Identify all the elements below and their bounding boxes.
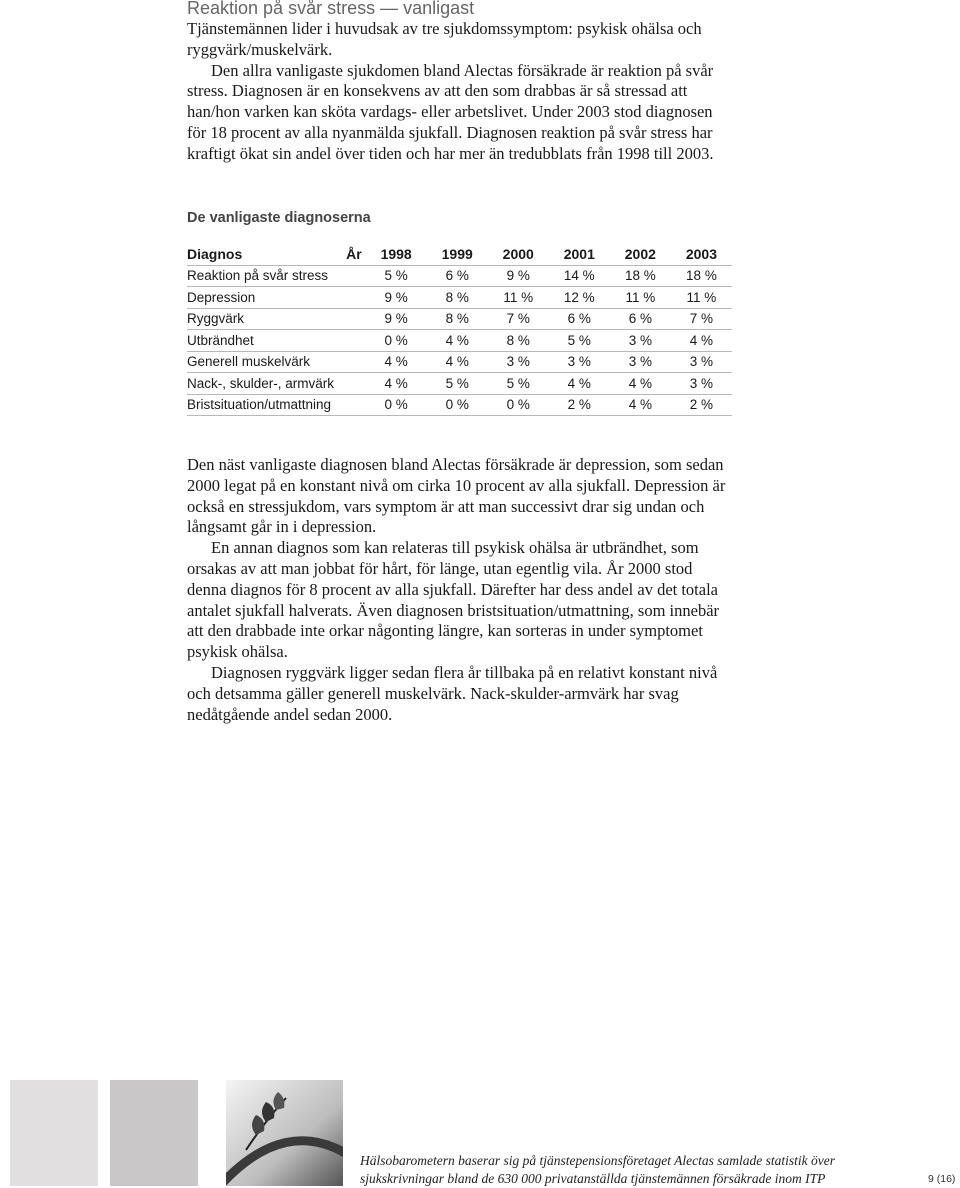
table-row [187,351,732,373]
table-cell: 14 % [549,265,610,287]
table-cell: 6 % [549,308,610,330]
table-cell: 4 % [366,351,427,373]
column-header: 2002 [610,244,671,265]
column-header: 1998 [366,244,427,265]
footer-note: Hälsobarometern baserar sig på tjänstepensionsföretaget Alectas samlade statistik över sjukskrivningar bland de 630 000 privatanställda tjänstemännen försäkrade inom ITP [360,1153,835,1186]
table-cell: 3 % [671,351,732,373]
spacer-cell [334,265,366,287]
page-number: 9 (16) [928,1173,956,1185]
table-cell: 8 % [427,308,488,330]
table-cell: 8 % [427,287,488,309]
table-row [187,373,732,395]
table-cell: 4 % [610,394,671,416]
table-cell: 18 % [610,265,671,287]
body-text [187,455,732,725]
table-cell: 6 % [427,265,488,287]
spacer-cell [334,308,366,330]
table-row [187,265,732,287]
table-row [187,287,732,309]
table-cell: 7 % [488,308,549,330]
body-paragraph: En annan diagnos som kan relateras till psykisk ohälsa är utbrändhet, som orsakas av att man jobbat för hårt, för länge, utan egentlig vila. År 2000 stod denna diagnos för 8 procent av alla sjukfall. Därefter har dess andel av det totala antalet sjukfall halverats. Även diagnosen bristsituation/utmattning, som innebär att den drabbade inte orkar någonting längre, kan sorteras in under symptomet psykisk ohälsa. [187,538,720,662]
table-cell: 3 % [610,330,671,352]
table-row [187,308,732,330]
table-row [187,330,732,352]
table-cell: 5 % [549,330,610,352]
intro-paragraph: Den allra vanligaste sjukdomen bland Alectas försäkrade är reaktion på svår stress. Diagnosen är en konsekvens av att den som drabbas är så stressad att han/hon varken kan sköta vardags- eller arbetslivet. Under 2003 stod diagnosen för 18 procent av alla nyanmälda sjukfall. Diagnosen reaktion på svår stress har kraftigt ökat sin andel över tiden och har mer än tredubblats från 1998 till 2003. [187,60,714,163]
spacer-cell [334,394,366,416]
table-cell: 5 % [427,373,488,395]
table-cell: 18 % [671,265,732,287]
table-cell: 9 % [488,265,549,287]
spacer-cell [334,287,366,309]
diagnosis-table [187,244,732,416]
table-cell: 0 % [366,330,427,352]
table-cell: 4 % [427,351,488,373]
table-cell: 3 % [671,373,732,395]
table-cell: 0 % [366,394,427,416]
intro-text [187,19,732,165]
spacer-cell [334,330,366,352]
table-row [187,394,732,416]
body-paragraph: Diagnosen ryggvärk ligger sedan flera år tillbaka på en relativt konstant nivå och detsamma gäller generell muskelvärk. Nack-skulder-armvärk har svag nedåtgående andel sedan 2000. [187,662,718,724]
table-cell: 6 % [610,308,671,330]
column-header: År [334,244,366,265]
table-cell: 0 % [427,394,488,416]
table-cell: 12 % [549,287,610,309]
body-paragraph: Den näst vanligaste diagnosen bland Alectas försäkrade är depression, som sedan 2000 legat på en konstant nivå om cirka 10 procent av alla sjukfall. Depression är också en stressjukdom, vars symptom är att man successivt drar sig undan och långsamt går in i depression. [187,455,726,537]
spacer-cell [334,351,366,373]
table-cell: 2 % [671,394,732,416]
table-cell: 7 % [671,308,732,330]
diagnosis-name: Generell muskelvärk [187,351,334,373]
column-header: 1999 [427,244,488,265]
table-cell: 0 % [488,394,549,416]
table-cell: 4 % [610,373,671,395]
table-title: De vanligaste diagnoserna [187,210,371,226]
column-header: Diagnos [187,244,334,265]
diagnosis-name: Utbrändhet [187,330,334,352]
table-cell: 9 % [366,308,427,330]
column-header: 2001 [549,244,610,265]
table-cell: 8 % [488,330,549,352]
decorative-square [10,1080,98,1186]
table-cell: 5 % [488,373,549,395]
table-header-row [187,244,732,265]
diagnosis-name: Bristsituation/utmattning [187,394,334,416]
table-cell: 4 % [671,330,732,352]
spacer-cell [334,373,366,395]
table-cell: 11 % [610,287,671,309]
leaf-photo [226,1080,343,1186]
intro-paragraph: Tjänstemännen lider i huvudsak av tre sjukdomssymptom: psykisk ohälsa och ryggvärk/muskelvärk. [187,19,702,59]
section-heading: Reaktion på svår stress — vanligast [187,0,475,18]
table-cell: 4 % [366,373,427,395]
diagnosis-name: Ryggvärk [187,308,334,330]
diagnosis-name: Nack-, skulder-, armvärk [187,373,334,395]
diagnosis-name: Depression [187,287,334,309]
diagnosis-name: Reaktion på svår stress [187,265,334,287]
table-cell: 3 % [610,351,671,373]
column-header: 2000 [488,244,549,265]
table-cell: 11 % [671,287,732,309]
column-header: 2003 [671,244,732,265]
table-cell: 3 % [549,351,610,373]
table-cell: 4 % [549,373,610,395]
table-cell: 2 % [549,394,610,416]
table-cell: 11 % [488,287,549,309]
decorative-square [110,1080,198,1186]
table-cell: 4 % [427,330,488,352]
table-cell: 9 % [366,287,427,309]
table-cell: 3 % [488,351,549,373]
table-cell: 5 % [366,265,427,287]
table-body [187,265,732,416]
